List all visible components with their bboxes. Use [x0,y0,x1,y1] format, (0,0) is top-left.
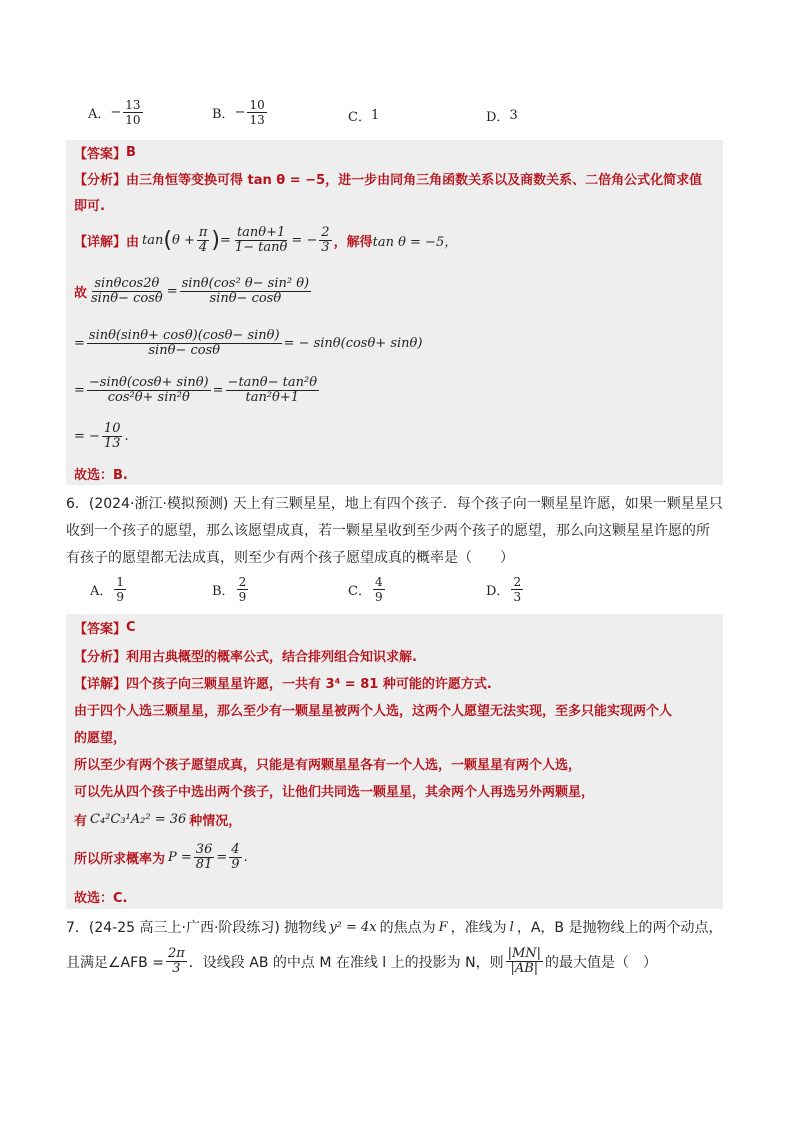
fraction-denominator: sinθ− cosθ [209,291,282,306]
fraction-denominator: 3 [172,961,181,976]
fraction-numerator: |MN| [507,946,542,961]
probability-fraction [229,843,241,872]
equals: = [166,284,178,299]
fraction-numerator: 4 [374,575,383,589]
q6-stem-line2: 收到一个孩子的愿望，那么该愿望成真，若一颗星星收到至少两个孩子的愿望，那么向这颗星星许愿的所 [66,523,710,539]
option-fraction [247,98,266,127]
option-sign: − [110,105,122,120]
q6-option-c [348,575,387,604]
option-value: 1 [370,108,380,123]
math-focus: F [438,919,448,935]
q6-option-d [486,575,525,604]
option-letter: C． [348,110,371,125]
fraction-denominator: 4 [198,240,208,255]
fraction-numerator: 1 [116,575,125,589]
equals: = [212,383,224,398]
fraction-numerator: 13 [125,98,141,112]
fraction-denominator: 9 [238,590,247,604]
q5-step4 [74,422,129,451]
q6-detail-5: 可以先从四个孩子中选出两个孩子，让他们共同选一颗星星，其余两个人再选另外两颗星， [74,785,595,800]
fraction-denominator: 81 [195,857,213,872]
fraction-numerator: 10 [103,421,121,436]
stem-text: ，准线为 [450,920,507,936]
q5-step1 [74,277,313,306]
analysis-text: 利用古典概型的概率公式，结合排列组合知识求解. [126,650,417,665]
analysis-text: 由三角恒等变换可得 tan θ = −5，进一步由同角三角函数关系以及商数关系、二倍角公式化简求值 [126,173,703,188]
step-fraction [87,329,282,358]
fraction-numerator: sinθcos2θ [94,276,160,291]
q6-conclusion: 故选：C. [74,891,128,906]
option-fraction [123,98,142,127]
answer-label: 【答案】 [74,622,127,637]
fraction-numerator: −sinθ(cosθ+ sinθ) [88,375,209,390]
fraction-numerator: 2 [321,225,330,240]
period: . [124,429,129,444]
q7-stem-line2 [66,947,657,976]
fraction-denominator: sinθ− cosθ [91,291,163,306]
q6-option-a [90,575,128,604]
fraction-numerator: −tanθ− tan²θ [227,375,318,390]
q5-step2 [74,329,422,358]
paren-open: ( [163,227,172,253]
q6-option-b [212,575,250,604]
fraction-denominator: 3 [513,590,522,604]
detail-label: 【详解】 [74,235,127,250]
option-letter: C． [348,584,371,599]
fraction-denominator: tan²θ+1 [245,390,300,405]
equals-minus: = − [74,429,100,444]
option-fraction [511,575,523,604]
period: . [243,850,248,865]
stem-text: 的焦点为 [379,920,436,936]
fraction-numerator: 2 [513,575,522,589]
analysis-label: 【分析】 [74,650,127,665]
q5-analysis-line2 [74,195,105,214]
option-letter: A． [88,107,111,122]
fraction-denominator: 9 [231,857,240,872]
q6-detail-3: 的愿望， [74,731,127,746]
conclusion-text: 故选：B. [74,468,128,483]
q5-detail-line [74,226,457,255]
stem-text: ，A，B 是抛物线上的两个动点， [516,920,723,936]
option-letter: A． [90,584,113,599]
detail-text: 四个孩子向三颗星星许愿，一共有 3⁴ = 81 种可能的许愿方式. [126,677,492,692]
fraction-denominator: |AB| [510,961,539,976]
q5-option-c [348,106,379,125]
ratio-fraction [506,947,543,976]
step-fraction [87,376,211,405]
fraction-denominator: 3 [321,240,330,255]
fraction-numerator: π [198,225,208,240]
detail-text: 有 [74,814,88,829]
option-fraction [373,575,385,604]
q6-detail-7 [74,843,248,872]
q5-option-d [486,106,518,125]
paren-close: ) [211,227,220,253]
fraction-numerator: 2π [167,946,185,961]
math-result: tan θ = −5， [372,235,458,250]
step-prefix: 故 [74,286,88,301]
q5-analysis-line1 [74,169,702,188]
q6-stem-line1: 6．(2024·浙江·模拟预测) 天上有三颗星星，地上有四个孩子．每个孩子向一颗星星许愿，如果一颗星星只 [66,496,723,512]
detail-text: ，解得 [333,235,373,250]
detail-label: 【详解】 [74,677,127,692]
fraction-denominator: sinθ− cosθ [148,343,221,358]
stem-text: 且满足∠AFB = [66,954,164,971]
step-rhs: = − sinθ(cosθ+ sinθ) [283,336,423,351]
q5-answer [74,143,136,162]
q6-detail-6 [74,810,241,829]
fraction-numerator: sinθ(cos² θ− sin² θ) [181,276,310,291]
two-thirds [319,226,331,255]
math-combination: C₄²C₃¹A₂² = 36 [90,812,187,827]
q7-stem-line1 [66,917,722,937]
option-letter: B． [212,107,235,122]
option-value: 3 [509,108,518,123]
step-fraction [226,376,319,405]
equals: = [216,850,228,865]
analysis-text: 即可. [74,199,105,214]
probability-fraction [194,843,215,872]
equals: = [219,233,231,248]
q6-detail-1 [74,673,492,692]
detail-text: 由 [126,235,140,250]
math-probability: P = [168,850,192,865]
fraction-denominator: 1− tanθ [234,240,288,255]
fraction-denominator: 9 [116,590,125,604]
q5-step3 [74,376,321,405]
q5-option-b [212,98,269,127]
detail-text: 所以所求概率为 [74,852,166,867]
fraction-numerator: 2 [238,575,247,589]
equals: = [74,383,85,398]
option-letter: B． [212,584,235,599]
step-fraction [102,422,123,451]
fraction-numerator: sinθ(sinθ+ cosθ)(cosθ− sinθ) [88,328,280,343]
step-fraction [180,277,312,306]
detail-text: 种情况， [189,814,242,829]
fraction-denominator: 13 [249,113,265,127]
answer-value: B [126,145,136,160]
fraction-denominator: 13 [103,436,121,451]
option-letter: D． [486,584,510,599]
answer-label: 【答案】 [74,147,127,162]
math-directrix: l [509,919,514,935]
fraction-numerator: 4 [231,842,240,857]
math-theta: θ + [171,233,195,248]
math-parabola: y² = 4x [329,919,377,935]
fraction-numerator: 36 [195,842,213,857]
equals-minus: = − [291,233,318,248]
analysis-label: 【分析】 [74,173,127,188]
stem-text: 的最大值是（ ） [545,954,658,971]
q5-option-a [88,98,145,127]
step-fraction [89,277,165,306]
answer-value: C [126,620,136,635]
fraction-denominator: 10 [125,113,141,127]
q6-answer [74,618,136,637]
q6-analysis [74,646,417,665]
fraction-denominator: 9 [374,590,383,604]
tan-fraction [233,226,289,255]
math-tan: tan [142,233,164,248]
equals: = [74,336,85,351]
fraction-numerator: 10 [249,98,265,112]
stem-text: ．设线段 AB 的中点 M 在准线 l 上的投影为 N，则 [188,954,504,971]
option-letter: D． [486,110,510,125]
stem-text: 7．(24-25 高三上·广西·阶段练习) 抛物线 [66,920,327,936]
q5-conclusion [74,464,128,483]
q6-stem-line3: 有孩子的愿望都无法成真，则至少有两个孩子愿望成真的概率是（ ） [66,550,514,566]
option-sign: − [234,105,246,120]
q6-detail-4: 所以至少有两个孩子愿望成真，只能是有两颗星星各有一个人选，一颗星星有两个人选， [74,758,582,773]
option-fraction [114,575,126,604]
angle-fraction [166,947,187,976]
fraction-numerator: tanθ+1 [236,225,286,240]
fraction-denominator: cos²θ+ sin²θ [107,390,190,405]
option-fraction [237,575,249,604]
pi-over-4 [197,226,210,255]
q6-detail-2: 由于四个人选三颗星星，那么至少有一颗星星被两个人选，这两个人愿望无法实现，至多只能实现两个人 [74,704,673,719]
q5-answer-box [66,140,723,485]
